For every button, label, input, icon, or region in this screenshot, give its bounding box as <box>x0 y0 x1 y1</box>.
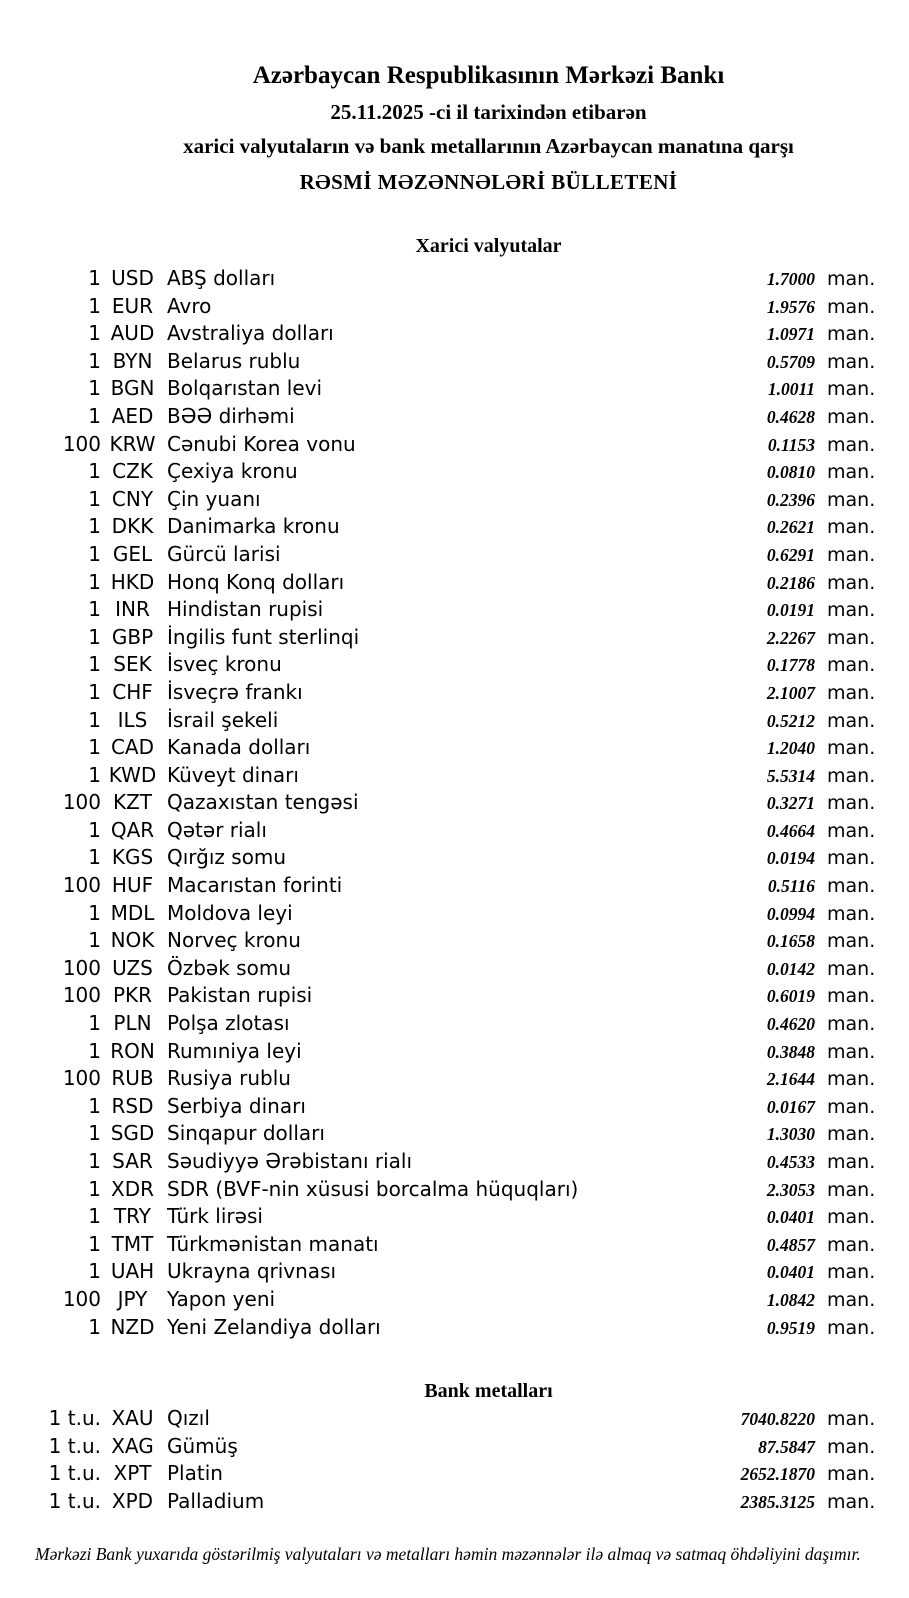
currency-code-cell: SGD <box>110 1121 155 1146</box>
quantity-cell: 1 t.u. <box>48 1406 101 1431</box>
quantity-cell: 1 <box>88 900 101 925</box>
rate-value-cell: 0.4857 <box>766 1234 815 1255</box>
currency-code-cell: BGN <box>110 376 155 401</box>
currency-name-cell: Gümüş <box>167 1433 238 1458</box>
rate-value-cell: 2.1644 <box>766 1069 815 1090</box>
currency-code-cell: HKD <box>110 569 155 594</box>
quantity-cell: 100 <box>62 790 101 815</box>
currency-name-cell: Polşa zlotası <box>167 1011 290 1036</box>
currency-name-cell: İsveçrə frankı <box>167 679 303 704</box>
currency-code-cell: KZT <box>112 790 153 815</box>
rate-row <box>0 1065 909 1093</box>
currency-code-cell: XPD <box>111 1488 154 1513</box>
rate-row <box>0 789 909 817</box>
currency-code-cell: UZS <box>112 955 153 980</box>
unit-label-cell: man. <box>827 488 876 511</box>
currency-code-cell: XPT <box>113 1461 152 1486</box>
quantity-cell: 1 <box>88 762 101 787</box>
unit-label-cell: man. <box>827 268 876 290</box>
unit-label-cell: man. <box>827 433 876 456</box>
currency-name-cell: Qızıl <box>167 1406 210 1431</box>
rate-row <box>0 900 909 928</box>
rate-value-cell: 1.7000 <box>766 269 815 289</box>
currency-name-cell: Rumıniya leyi <box>167 1038 302 1063</box>
quantity-cell: 100 <box>62 955 101 980</box>
quantity-cell: 1 <box>88 845 101 870</box>
currency-code-cell: RSD <box>111 1093 154 1118</box>
quantity-cell: 100 <box>62 873 101 898</box>
section-heading-currencies: Xarici valyutalar <box>415 235 562 257</box>
unit-label-cell: man. <box>827 819 876 842</box>
currency-code-cell: NOK <box>110 928 155 953</box>
currency-code-cell: EUR <box>111 293 154 318</box>
currency-name-cell: Sinqapur dolları <box>167 1121 325 1146</box>
unit-label-cell: man. <box>827 1040 876 1063</box>
currency-name-cell: Küveyt dinarı <box>167 762 299 787</box>
currency-code-cell: PKR <box>112 983 153 1008</box>
rate-row <box>0 927 909 955</box>
quantity-cell: 100 <box>62 983 101 1008</box>
quantity-cell: 1 t.u. <box>48 1461 101 1486</box>
currency-code-cell: XDR <box>111 1176 154 1201</box>
rate-value-cell: 2.1007 <box>766 682 815 703</box>
unit-label-cell: man. <box>827 985 876 1008</box>
currency-code-cell: TMT <box>111 1231 154 1256</box>
currency-code-cell: SEK <box>113 652 152 677</box>
currency-name-cell: Serbiya dinarı <box>167 1093 306 1118</box>
unit-label-cell: man. <box>827 295 876 318</box>
rate-row <box>0 651 909 679</box>
rate-row <box>0 1405 909 1433</box>
unit-label-cell: man. <box>827 957 876 980</box>
rate-value-cell: 0.0810 <box>766 462 815 483</box>
quantity-cell: 1 <box>88 597 101 622</box>
currency-code-cell: ILS <box>117 707 148 732</box>
currency-code-cell: JPY <box>117 1286 148 1311</box>
rate-value-cell: 1.0971 <box>766 324 815 345</box>
rate-value-cell: 7040.8220 <box>740 1409 815 1430</box>
quantity-cell: 100 <box>62 1286 101 1311</box>
quantity-cell: 1 <box>88 679 101 704</box>
unit-label-cell: man. <box>827 875 876 898</box>
currency-name-cell: Qətər rialı <box>167 817 267 842</box>
currency-name-cell: Türk lirəsi <box>167 1204 263 1229</box>
currency-code-cell: RON <box>110 1038 155 1063</box>
currency-name-cell: Yeni Zelandiya dolları <box>167 1314 381 1339</box>
rate-value-cell: 1.2040 <box>766 738 815 759</box>
currency-code-cell: AUD <box>110 321 155 346</box>
quantity-cell: 1 <box>88 1204 101 1229</box>
rate-value-cell: 0.5212 <box>766 710 815 731</box>
page-title: Azərbaycan Respublikasının Mərkəzi Bankı <box>252 62 725 89</box>
unit-label-cell: man. <box>827 350 876 373</box>
rate-value-cell: 0.4664 <box>766 820 815 841</box>
quantity-cell: 1 <box>88 459 101 484</box>
quantity-cell: 100 <box>62 431 101 456</box>
rate-row <box>0 734 909 762</box>
rate-value-cell: 0.1778 <box>766 655 815 676</box>
rate-value-cell: 0.0401 <box>766 1262 815 1283</box>
rate-value-cell: 0.2396 <box>766 489 815 510</box>
rate-value-cell: 0.0167 <box>766 1096 815 1117</box>
rate-value-cell: 0.5116 <box>767 876 815 897</box>
quantity-cell: 1 <box>88 376 101 401</box>
rate-row <box>0 1176 909 1204</box>
currency-name-cell: Gürcü larisi <box>167 541 281 566</box>
currency-name-cell: Özbək somu <box>167 955 291 980</box>
rate-row <box>0 1433 909 1461</box>
unit-label-cell: man. <box>827 930 876 953</box>
rate-value-cell: 0.0142 <box>766 958 815 979</box>
rate-row <box>0 1460 909 1488</box>
rate-value-cell: 0.6291 <box>766 544 815 565</box>
quantity-cell: 1 t.u. <box>48 1488 101 1513</box>
rate-value-cell: 2385.3125 <box>740 1491 815 1512</box>
unit-label-cell: man. <box>827 1151 876 1173</box>
currency-name-cell: Çin yuanı <box>167 486 261 511</box>
rate-row <box>0 1010 909 1038</box>
currency-name-cell: Macarıstan forinti <box>167 873 343 898</box>
unit-label-cell: man. <box>827 516 876 539</box>
rate-value-cell: 0.5709 <box>766 351 815 372</box>
unit-label-cell: man. <box>827 1095 876 1118</box>
unit-label-cell: man. <box>827 1206 876 1229</box>
currency-code-cell: XAU <box>111 1406 154 1431</box>
quantity-cell: 1 <box>88 486 101 511</box>
currency-code-cell: GEL <box>112 541 153 566</box>
currency-code-cell: QAR <box>110 817 155 842</box>
currency-code-cell: NZD <box>110 1314 155 1339</box>
unit-label-cell: man. <box>827 1261 876 1284</box>
unit-label-cell: man. <box>827 1490 876 1513</box>
quantity-cell: 1 <box>88 624 101 649</box>
rate-value-cell: 0.4620 <box>766 1014 815 1035</box>
unit-label-cell: man. <box>827 626 876 649</box>
rate-value-cell: 2.3053 <box>766 1179 815 1200</box>
currency-code-cell: MDL <box>110 900 155 925</box>
quantity-cell: 1 t.u. <box>48 1433 101 1458</box>
rate-row <box>0 982 909 1010</box>
currency-name-cell: Ukrayna qrivnası <box>167 1259 337 1284</box>
section-heading-metals: Bank metalları <box>424 1380 553 1403</box>
unit-label-cell: man. <box>827 709 876 732</box>
rate-value-cell: 87.5847 <box>758 1436 815 1457</box>
rate-row <box>0 762 909 790</box>
unit-label-cell: man. <box>827 681 876 704</box>
rate-row <box>0 375 909 403</box>
rate-row <box>0 1203 909 1231</box>
unit-label-cell: man. <box>827 1435 876 1458</box>
unit-label-cell: man. <box>827 405 876 428</box>
currency-rate-table <box>0 265 909 1341</box>
unit-label-cell: man. <box>827 461 876 484</box>
unit-label-cell: man. <box>827 599 876 622</box>
rate-value-cell: 0.0994 <box>766 903 815 924</box>
currency-code-cell: RUB <box>111 1066 154 1091</box>
rate-row <box>0 513 909 541</box>
currency-code-cell: KGS <box>111 845 154 870</box>
currency-name-cell: Türkmənistan manatı <box>167 1231 379 1256</box>
unit-label-cell: man. <box>827 902 876 925</box>
currency-code-cell: USD <box>111 266 154 290</box>
rate-value-cell: 5.5314 <box>766 765 815 786</box>
quantity-cell: 1 <box>88 1259 101 1284</box>
currency-name-cell: Hindistan rupisi <box>167 597 324 622</box>
quantity-cell: 1 <box>88 293 101 318</box>
currency-code-cell: TRY <box>113 1204 152 1229</box>
quantity-cell: 100 <box>62 1066 101 1091</box>
quantity-cell: 1 <box>88 735 101 760</box>
unit-label-cell: man. <box>827 1408 876 1431</box>
unit-label-cell: man. <box>827 1068 876 1091</box>
rate-row <box>0 1258 909 1286</box>
rate-row <box>0 955 909 983</box>
currency-name-cell: Cənubi Korea vonu <box>167 431 356 456</box>
metal-rate-table <box>0 1405 909 1515</box>
rate-row <box>0 403 909 431</box>
currency-code-cell: BYN <box>112 348 153 373</box>
rate-value-cell: 0.1658 <box>766 931 815 952</box>
currency-code-cell: INR <box>115 597 150 622</box>
rate-row <box>0 817 909 845</box>
currency-code-cell: SAR <box>112 1149 153 1173</box>
rate-row <box>0 1488 909 1516</box>
quantity-cell: 1 <box>88 514 101 539</box>
unit-label-cell: man. <box>827 1316 876 1339</box>
rate-value-cell: 1.9576 <box>766 296 815 317</box>
quantity-cell: 1 <box>88 652 101 677</box>
rate-value-cell: 0.0194 <box>766 848 815 869</box>
currency-name-cell: İsveç kronu <box>167 652 282 677</box>
unit-label-cell: man. <box>827 1123 876 1146</box>
currency-name-cell: Kanada dolları <box>167 735 311 760</box>
rate-value-cell: 1.0842 <box>766 1289 815 1310</box>
unit-label-cell: man. <box>827 1233 876 1256</box>
currency-name-cell: Honq Konq dolları <box>167 569 345 594</box>
quantity-cell: 1 <box>88 541 101 566</box>
rate-row <box>0 569 909 597</box>
currency-code-cell: CHF <box>112 679 153 704</box>
rate-row <box>0 844 909 872</box>
rate-row <box>0 486 909 514</box>
rate-value-cell: 2.2267 <box>766 627 815 648</box>
currency-code-cell: KWD <box>108 762 157 787</box>
unit-label-cell: man. <box>827 378 876 401</box>
currency-name-cell: Palladium <box>167 1488 265 1513</box>
rate-row <box>0 1038 909 1066</box>
bulletin-title: RƏSMİ MƏZƏNNƏLƏRİ BÜLLETENİ <box>299 170 678 194</box>
unit-label-cell: man. <box>827 571 876 594</box>
rate-row <box>0 320 909 348</box>
rate-row <box>0 541 909 569</box>
rate-value-cell: 0.0191 <box>766 600 815 621</box>
currency-name-cell: Çexiya kronu <box>167 459 298 484</box>
unit-label-cell: man. <box>827 543 876 566</box>
rate-value-cell: 0.4628 <box>766 406 815 427</box>
quantity-cell: 1 <box>88 1149 101 1173</box>
rate-row <box>0 1286 909 1314</box>
unit-label-cell: man. <box>827 323 876 346</box>
currency-name-cell: Moldova leyi <box>167 900 293 925</box>
rate-row <box>0 458 909 486</box>
rate-value-cell: 1.0011 <box>767 379 815 400</box>
currency-name-cell: Danimarka kronu <box>167 514 340 539</box>
unit-label-cell: man. <box>827 1178 876 1201</box>
currency-code-cell: HUF <box>111 873 154 898</box>
currency-code-cell: CNY <box>111 486 154 511</box>
unit-label-cell: man. <box>827 764 876 787</box>
currency-name-cell: Yapon yeni <box>167 1286 276 1311</box>
unit-label-cell: man. <box>827 792 876 815</box>
unit-label-cell: man. <box>827 654 876 677</box>
unit-label-cell: man. <box>827 847 876 870</box>
page-subtitle: xarici valyutaların və bank metallarının Azərbaycan manatına qarşı <box>183 134 794 158</box>
currency-code-cell: XAG <box>111 1433 154 1458</box>
rate-row <box>0 1148 909 1176</box>
currency-code-cell: KRW <box>109 431 156 456</box>
rate-value-cell: 0.3848 <box>766 1041 815 1062</box>
quantity-cell: 1 <box>88 817 101 842</box>
quantity-cell: 1 <box>88 266 101 290</box>
unit-label-cell: man. <box>827 1463 876 1486</box>
currency-name-cell: Platin <box>167 1461 223 1486</box>
rate-row <box>0 431 909 459</box>
currency-name-cell: Qazaxıstan tengəsi <box>167 790 359 815</box>
quantity-cell: 1 <box>88 707 101 732</box>
rate-row <box>0 1093 909 1121</box>
currency-name-cell: Avstraliya dolları <box>167 321 334 346</box>
currency-name-cell: İngilis funt sterlinqi <box>167 624 360 649</box>
currency-name-cell: Belarus rublu <box>167 348 301 373</box>
quantity-cell: 1 <box>88 1038 101 1063</box>
currency-code-cell: UAH <box>110 1259 155 1284</box>
rate-row <box>0 872 909 900</box>
currency-code-cell: CAD <box>110 735 155 760</box>
rate-value-cell: 2652.1870 <box>740 1464 815 1485</box>
quantity-cell: 1 <box>88 1314 101 1339</box>
rate-row <box>0 1314 909 1342</box>
currency-name-cell: İsrail şekeli <box>167 707 279 732</box>
currency-name-cell: SDR (BVF-nin xüsusi borcalma hüquqları) <box>167 1176 579 1201</box>
rate-value-cell: 0.9519 <box>766 1317 815 1338</box>
currency-code-cell: DKK <box>111 514 154 539</box>
disclaimer-text: Mərkəzi Bank yuxarıda göstərilmiş valyutaları və metalları həmin məzənnələr ilə almaq və satmaq öhdəliyini daşımır. <box>35 1543 861 1564</box>
unit-label-cell: man. <box>827 1288 876 1311</box>
quantity-cell: 1 <box>88 403 101 428</box>
rate-value-cell: 0.0401 <box>766 1207 815 1228</box>
currency-name-cell: Avro <box>167 293 212 318</box>
currency-name-cell: Pakistan rupisi <box>167 983 313 1008</box>
rate-row <box>0 679 909 707</box>
currency-name-cell: Rusiya rublu <box>167 1066 291 1091</box>
rate-row <box>0 596 909 624</box>
rate-row <box>0 624 909 652</box>
rate-row <box>0 293 909 321</box>
rate-row <box>0 1120 909 1148</box>
rate-value-cell: 0.6019 <box>766 986 815 1007</box>
rate-row <box>0 265 909 293</box>
rate-value-cell: 0.2186 <box>766 572 815 593</box>
rate-value-cell: 0.4533 <box>766 1152 815 1172</box>
currency-name-cell: Bolqarıstan levi <box>167 376 323 401</box>
quantity-cell: 1 <box>88 1093 101 1118</box>
currency-code-cell: PLN <box>113 1011 152 1036</box>
currency-name-cell: ABŞ dolları <box>167 266 276 290</box>
quantity-cell: 1 <box>88 1231 101 1256</box>
quantity-cell: 1 <box>88 1121 101 1146</box>
currency-name-cell: Səudiyyə Ərəbistanı rialı <box>167 1149 413 1173</box>
quantity-cell: 1 <box>88 348 101 373</box>
rate-value-cell: 1.3030 <box>766 1124 815 1145</box>
unit-label-cell: man. <box>827 1013 876 1036</box>
currency-code-cell: GBP <box>111 624 154 649</box>
quantity-cell: 1 <box>88 321 101 346</box>
effective-date-line: 25.11.2025 -ci il tarixindən etibarən <box>330 100 647 124</box>
rate-value-cell: 0.1153 <box>767 434 815 455</box>
currency-code-cell: AED <box>111 403 154 428</box>
currency-name-cell: BƏƏ dirhəmi <box>167 403 295 428</box>
quantity-cell: 1 <box>88 569 101 594</box>
currency-name-cell: Qırğız somu <box>167 845 287 870</box>
currency-code-cell: CZK <box>112 459 153 484</box>
rate-row <box>0 707 909 735</box>
quantity-cell: 1 <box>88 1011 101 1036</box>
rate-row <box>0 348 909 376</box>
rate-value-cell: 0.2621 <box>766 517 815 538</box>
unit-label-cell: man. <box>827 737 876 760</box>
quantity-cell: 1 <box>88 928 101 953</box>
currency-name-cell: Norveç kronu <box>167 928 301 953</box>
quantity-cell: 1 <box>88 1176 101 1201</box>
rate-value-cell: 0.3271 <box>766 793 815 814</box>
rate-row <box>0 1231 909 1259</box>
